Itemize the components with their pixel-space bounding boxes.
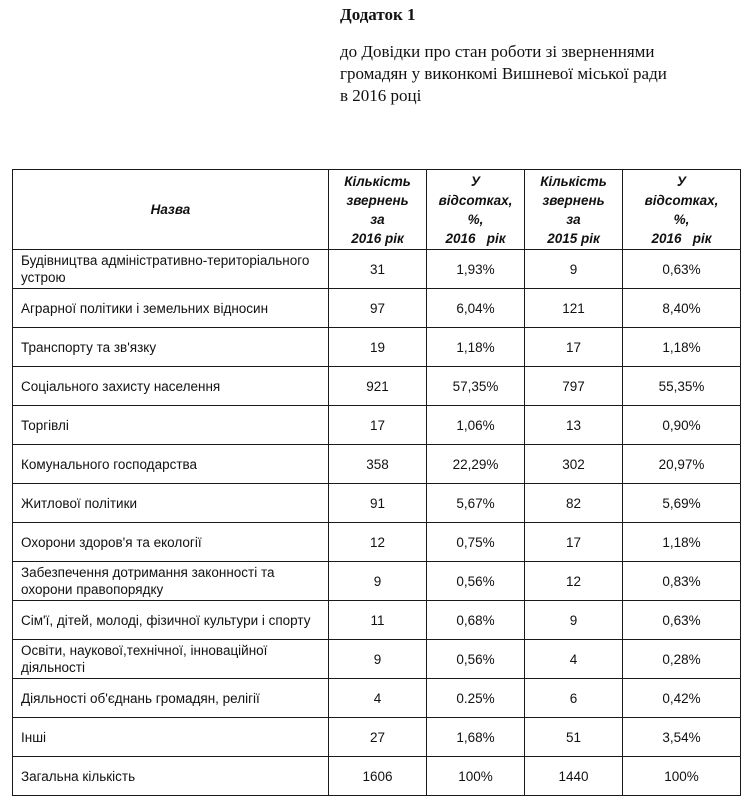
row-count-2015: 9: [525, 250, 623, 289]
table-row: [13, 445, 741, 484]
row-pct-2016: 1,06%: [427, 406, 525, 445]
header-line: У: [676, 173, 687, 189]
table-row: [13, 289, 741, 328]
table-row: [13, 640, 741, 679]
row-count-2015: 17: [525, 328, 623, 367]
header-line: за: [566, 211, 581, 227]
header-count-2015: [525, 170, 623, 250]
row-name: Торгівлі: [13, 406, 329, 445]
header-line: звернень: [542, 192, 605, 208]
row-count-2015: 797: [525, 367, 623, 406]
row-count-2015: 13: [525, 406, 623, 445]
row-name: Будівництва адміністративно-територіального устрою: [13, 250, 329, 289]
row-pct-2016: 6,04%: [427, 289, 525, 328]
header-line: У: [470, 173, 481, 189]
row-pct-2016: 0,68%: [427, 601, 525, 640]
header-line: 2016 рік: [445, 230, 506, 246]
header-line: %,: [673, 211, 690, 227]
row-count-2015: 4: [525, 640, 623, 679]
row-count-2016: 19: [329, 328, 427, 367]
row-pct-2015: 8,40%: [623, 289, 741, 328]
row-pct-2015: 5,69%: [623, 484, 741, 523]
row-name: Охорони здоров'я та екології: [13, 523, 329, 562]
row-count-2016: 97: [329, 289, 427, 328]
subtitle-line: громадян у виконкомі Вишневої міської ради: [340, 64, 667, 83]
row-pct-2015: 55,35%: [623, 367, 741, 406]
subtitle-line: до Довідки про стан роботи зі зверненнями: [340, 42, 655, 61]
row-pct-2016: 1,68%: [427, 718, 525, 757]
row-name: Аграрної політики і земельних відносин: [13, 289, 329, 328]
row-count-2016: 358: [329, 445, 427, 484]
row-count-2016: 921: [329, 367, 427, 406]
row-name: Освіти, наукової,технічної, інноваційної діяльності: [13, 640, 329, 679]
table-row: [13, 523, 741, 562]
subtitle-line: в 2016 році: [340, 86, 422, 105]
row-count-2015: 1440: [525, 757, 623, 796]
row-pct-2016: 5,67%: [427, 484, 525, 523]
appendix-title: Додаток 1: [340, 5, 416, 24]
row-pct-2015: 1,18%: [623, 523, 741, 562]
header-line: за: [370, 211, 385, 227]
row-pct-2015: 0,90%: [623, 406, 741, 445]
row-count-2016: 11: [329, 601, 427, 640]
table-row: [13, 328, 741, 367]
row-count-2015: 302: [525, 445, 623, 484]
row-count-2016: 9: [329, 562, 427, 601]
row-count-2016: 17: [329, 406, 427, 445]
row-pct-2015: 0,42%: [623, 679, 741, 718]
row-count-2016: 12: [329, 523, 427, 562]
row-count-2016: 1606: [329, 757, 427, 796]
row-count-2015: 12: [525, 562, 623, 601]
table-row: [13, 679, 741, 718]
document-subtitle: [340, 41, 667, 107]
row-name: Забезпечення дотримання законності та охорони правопорядку: [13, 562, 329, 601]
table-total-row: [13, 757, 741, 796]
row-pct-2016: 0,56%: [427, 562, 525, 601]
row-count-2016: 91: [329, 484, 427, 523]
row-pct-2015: 3,54%: [623, 718, 741, 757]
header-line: 2015 рік: [547, 230, 600, 246]
row-count-2016: 31: [329, 250, 427, 289]
table-row: [13, 250, 741, 289]
table-header-row: [13, 170, 741, 250]
table-row: [13, 562, 741, 601]
row-count-2016: 9: [329, 640, 427, 679]
header-line: Кількість: [540, 173, 607, 189]
row-count-2015: 6: [525, 679, 623, 718]
row-pct-2015: 20,97%: [623, 445, 741, 484]
table-row: [13, 718, 741, 757]
row-count-2015: 51: [525, 718, 623, 757]
row-pct-2016: 0,75%: [427, 523, 525, 562]
row-pct-2016: 0,56%: [427, 640, 525, 679]
row-count-2015: 17: [525, 523, 623, 562]
row-pct-2016: 1,18%: [427, 328, 525, 367]
row-pct-2016: 0.25%: [427, 679, 525, 718]
header-line: Кількість: [344, 173, 411, 189]
row-name: Комунального господарства: [13, 445, 329, 484]
row-name: Транспорту та зв'язку: [13, 328, 329, 367]
row-name: Діяльності об'єднань громадян, релігії: [13, 679, 329, 718]
row-count-2016: 4: [329, 679, 427, 718]
row-pct-2015: 100%: [623, 757, 741, 796]
row-name: Інші: [13, 718, 329, 757]
row-pct-2016: 22,29%: [427, 445, 525, 484]
row-name: Соціального захисту населення: [13, 367, 329, 406]
row-name: Житлової політики: [13, 484, 329, 523]
header-name: Назва: [13, 170, 329, 250]
row-pct-2015: 0,63%: [623, 601, 741, 640]
header-count-2016: [329, 170, 427, 250]
row-pct-2016: 1,93%: [427, 250, 525, 289]
row-name: Сім'ї, дітей, молоді, фізичної культури і спорту: [13, 601, 329, 640]
header-line: відсотках,: [644, 192, 719, 208]
header-line: звернень: [346, 192, 409, 208]
table-row: [13, 367, 741, 406]
header-pct-2015: [623, 170, 741, 250]
table-row: [13, 484, 741, 523]
row-pct-2015: 0,83%: [623, 562, 741, 601]
row-pct-2015: 1,18%: [623, 328, 741, 367]
header-pct-2016: [427, 170, 525, 250]
row-pct-2015: 0,28%: [623, 640, 741, 679]
row-count-2016: 27: [329, 718, 427, 757]
row-count-2015: 121: [525, 289, 623, 328]
row-pct-2016: 57,35%: [427, 367, 525, 406]
header-line: відсотках,: [438, 192, 513, 208]
table-row: [13, 406, 741, 445]
table-row: [13, 601, 741, 640]
header-line: 2016 рік: [651, 230, 712, 246]
row-pct-2015: 0,63%: [623, 250, 741, 289]
row-count-2015: 9: [525, 601, 623, 640]
row-name: Загальна кількість: [13, 757, 329, 796]
appeals-statistics-table: [12, 169, 741, 796]
row-count-2015: 82: [525, 484, 623, 523]
row-pct-2016: 100%: [427, 757, 525, 796]
header-line: %,: [467, 211, 484, 227]
header-line: 2016 рік: [351, 230, 404, 246]
